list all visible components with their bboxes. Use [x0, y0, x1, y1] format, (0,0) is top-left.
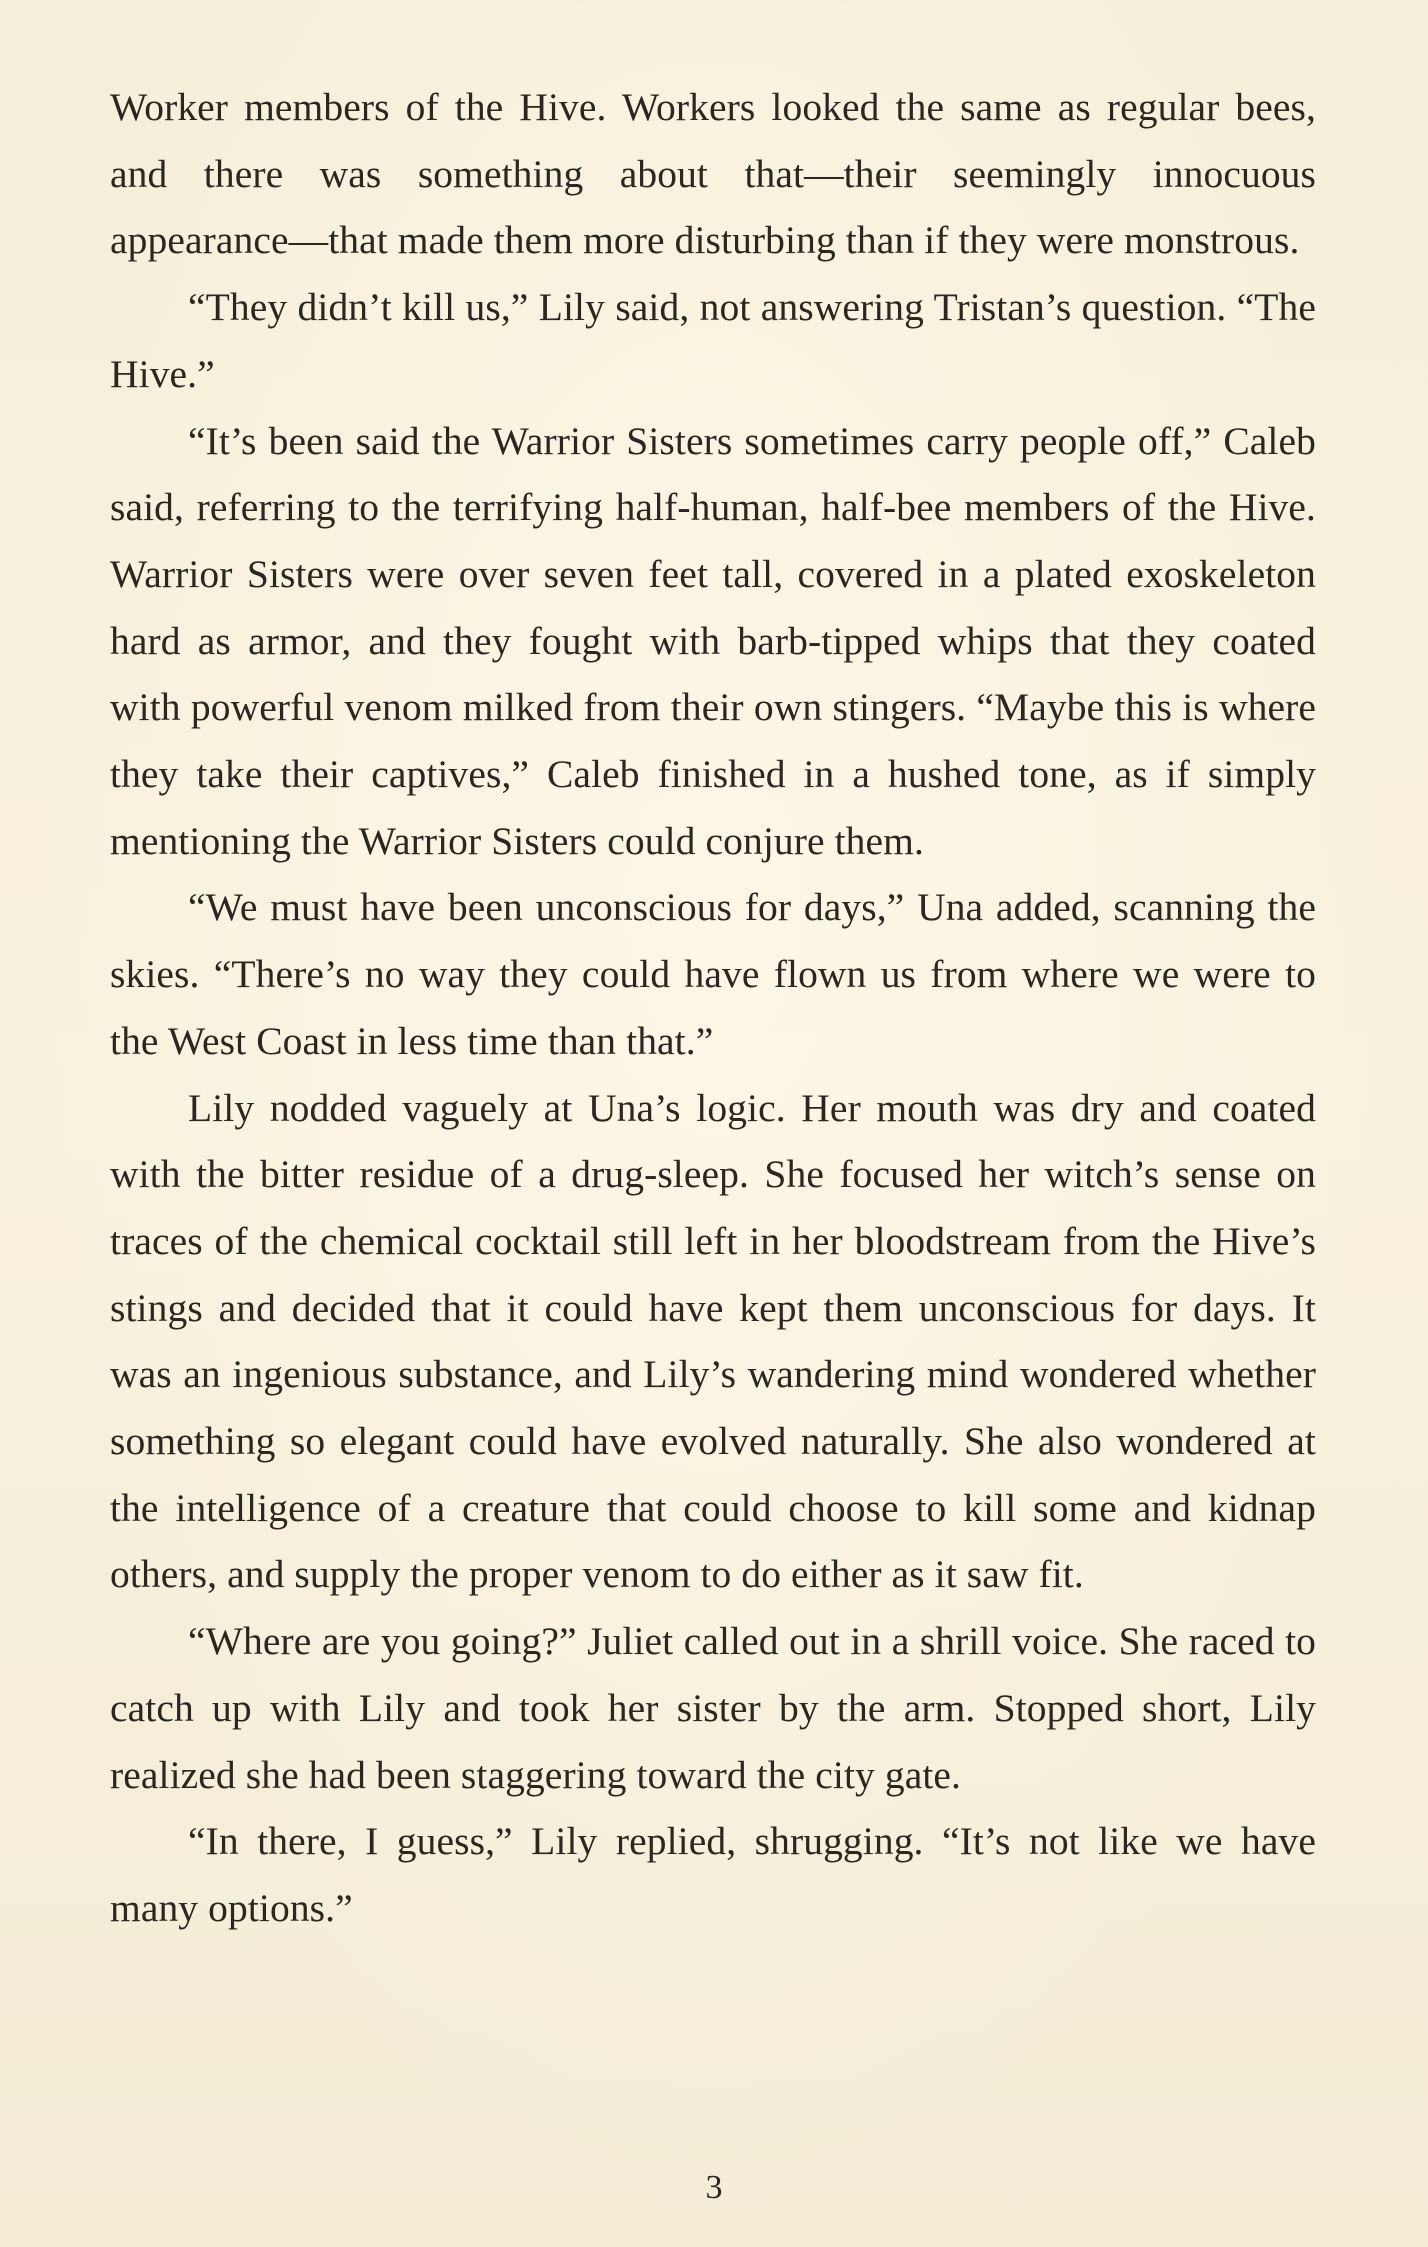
paragraph: “It’s been said the Warrior Sisters sometimes carry people off,” Caleb said, referring to the terrifying half-human, half-bee members of the Hive. Warrior Sisters were over seven feet tall, covered in a plated exoskeleton hard as armor, and they fought with barb-tipped whips that they coated with powerful venom milked from their own stingers. “Maybe this is where they take their captives,” Caleb finished in a hushed tone, as if simply mentioning the Warrior Sisters could conjure them.	[110, 418, 1316, 863]
paragraph: “They didn’t kill us,” Lily said, not answering Tristan’s question. “The Hive.”	[110, 285, 1316, 396]
paragraph: “Where are you going?” Juliet called out in a shrill voice. She raced to catch up with Lily and took her sister by the arm. Stopped short, Lily realized she had been staggering toward the city gate.	[110, 1619, 1316, 1797]
paragraph: Lily nodded vaguely at Una’s logic. Her mouth was dry and coated with the bitter residue of a drug-sleep. She focused her witch’s sense on traces of the chemical cocktail still left in her bloodstream from the Hive’s stings and decided that it could have kept them unconscious for days. It was an ingenious substance, and Lily’s wandering mind wondered whether something so elegant could have evolved naturally. She also wondered at the intelligence of a creature that could choose to kill some and kidnap others, and supply the proper venom to do either as it saw fit.	[110, 1085, 1316, 1597]
page-number: 3	[705, 2169, 723, 2206]
paragraph: “In there, I guess,” Lily replied, shrugging. “It’s not like we have many options.”	[110, 1819, 1316, 1930]
paragraph-continuation: Worker members of the Hive. Workers looked the same as regular bees, and there was something about that—their seemingly innocuous appearance—that made them more disturbing than if they were monstrous.	[110, 85, 1316, 263]
body-text	[110, 74, 1316, 1942]
paragraph: “We must have been unconscious for days,” Una added, scanning the skies. “There’s no way they could have flown us from where we were to the West Coast in less time than that.”	[110, 885, 1316, 1063]
